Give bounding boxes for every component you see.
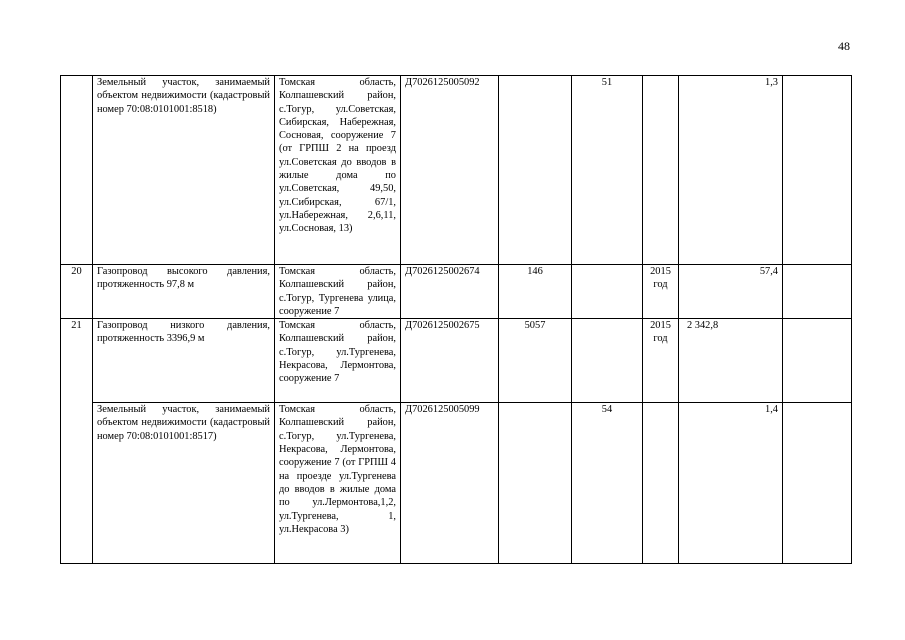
length-cell: 146 [499,265,572,319]
extra-cell [783,265,852,319]
page-number: 48 [838,39,850,53]
year-cell [643,76,679,265]
length-cell [499,76,572,265]
table-row [61,319,852,403]
year-cell: 2015 год [643,319,679,403]
year-cell [643,403,679,564]
object-name-cell: Земельный участок, занимаемый объектом недвижимости (кадастровый номер 70:08:0101001:8518) [93,76,275,265]
object-name-cell: Газопровод высокого давления, протяженность 97,8 м [93,265,275,319]
extra-cell [783,403,852,564]
area-cell: 51 [572,76,643,265]
property-registry-table [60,75,852,564]
area-cell [572,265,643,319]
length-cell [499,403,572,564]
cost-cell: 1,4 [679,403,783,564]
address-cell: Томская область, Колпашевский район, с.Тогур, ул.Тургенева, Некрасова, Лермонтова, сооружение 7 (от ГРПШ 4 на проезде ул.Тургенева до вводов в жилые дома по ул.Лермонтова,1,2, ул.Тургенева, 1, ул.Некрасова 3) [275,403,401,564]
table-row [61,403,852,564]
cost-cell: 1,3 [679,76,783,265]
row-number-cell: 20 [61,265,93,319]
cost-cell: 2 342,8 [679,319,783,403]
address-cell: Томская область, Колпашевский район, с.Тогур, ул.Тургенева, Некрасова, Лермонтова, сооружение 7 [275,319,401,403]
address-cell: Томская область, Колпашевский район, с.Тогур, Тургенева улица, сооружение 7 [275,265,401,319]
row-number-cell: 21 [61,319,93,403]
object-name-cell: Газопровод низкого давления, протяженность 3396,9 м [93,319,275,403]
registry-number-cell: Д7026125005092 [401,76,499,265]
table-row [61,265,852,319]
registry-number-cell: Д7026125002674 [401,265,499,319]
cost-cell: 57,4 [679,265,783,319]
row-number-cell [61,76,93,265]
row-number-cell [61,403,93,564]
area-cell: 54 [572,403,643,564]
year-cell: 2015 год [643,265,679,319]
length-cell: 5057 [499,319,572,403]
object-name-cell: Земельный участок, занимаемый объектом недвижимости (кадастровый номер 70:08:0101001:8517) [93,403,275,564]
registry-number-cell: Д7026125005099 [401,403,499,564]
extra-cell [783,76,852,265]
registry-number-cell: Д7026125002675 [401,319,499,403]
table-row [61,76,852,265]
address-cell: Томская область, Колпашевский район, с.Тогур, ул.Советская, Сибирская, Набережная, Сосновая, сооружение 7 (от ГРПШ 2 на проезд ул.Советская до вводов в жилые дома по ул.Советская, 49,50, ул.Сибирская, 67/1, ул.Набережная, 2,6,11, ул.Сосновая, 13) [275,76,401,265]
extra-cell [783,319,852,403]
area-cell [572,319,643,403]
